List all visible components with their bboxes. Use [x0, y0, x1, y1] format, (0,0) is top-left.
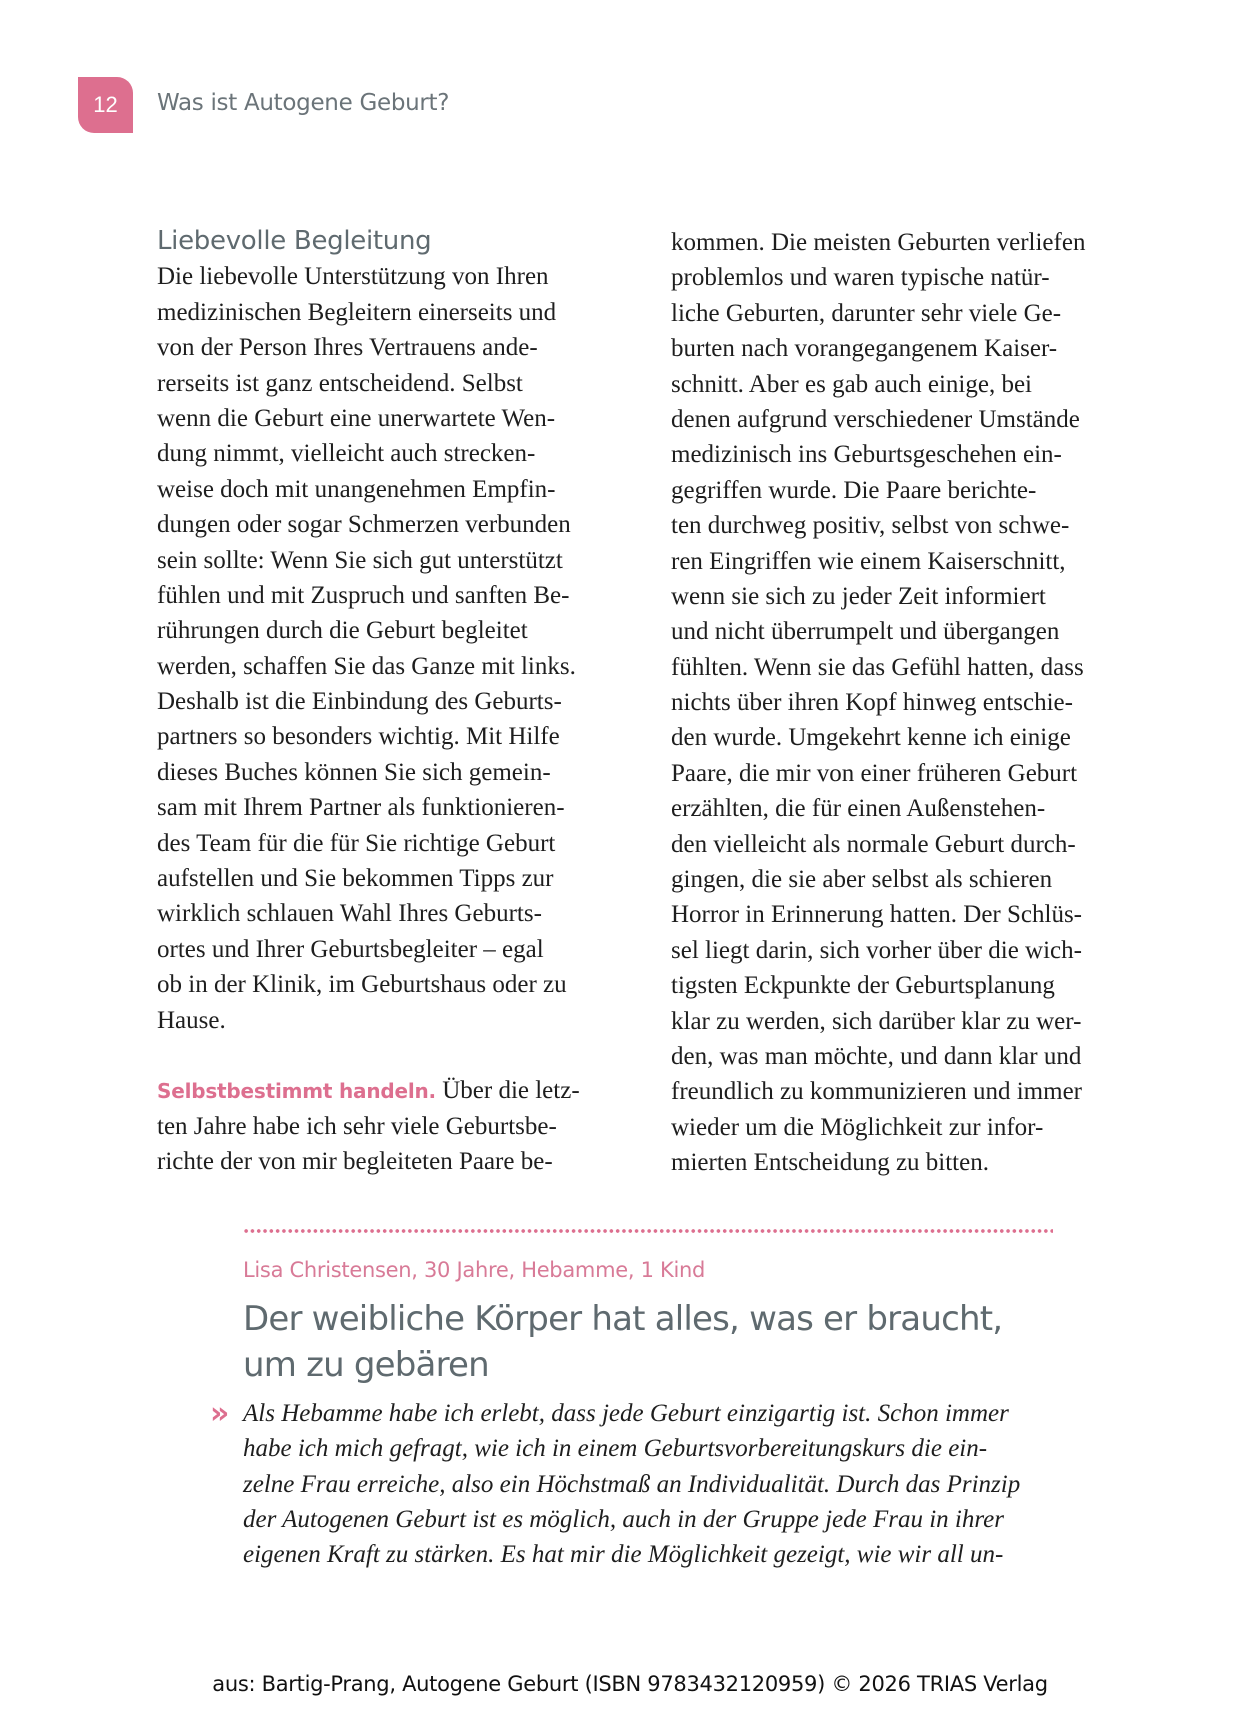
testimonial-author: Lisa Christensen, 30 Jahre, Hebamme, 1 Kind: [243, 1258, 706, 1282]
text-line: werden, schaffen Sie das Ganze mit links.: [157, 652, 576, 680]
text-line: des Team für die für Sie richtige Geburt: [157, 829, 556, 857]
text-line: habe ich mich gefragt, wie ich in einem Geburtsvorbereitungskurs die ein-: [243, 1435, 988, 1463]
text-line: gegriffen wurde. Die Paare berichte-: [671, 476, 1037, 504]
text-line: fühlen und mit Zuspruch und sanften Be-: [157, 581, 570, 609]
text-line: ren Eingriffen wie einem Kaiserschnitt,: [671, 547, 1066, 575]
page-number-badge: [78, 77, 133, 133]
text-line: kommen. Die meisten Geburten verliefen: [671, 229, 1086, 256]
text-line: richte der von mir begleiteten Paare be-: [157, 1148, 553, 1176]
text-line: eigenen Kraft zu stärken. Es hat mir die Möglichkeit gezeigt, wie wir all un-: [243, 1541, 1004, 1569]
text-line: ten durchweg positiv, selbst von schwe-: [671, 512, 1070, 540]
dotted-divider: [243, 1229, 1053, 1233]
text-line: den vielleicht als normale Geburt durch-: [671, 830, 1076, 858]
text-line: wirklich schlauen Wahl Ihres Geburts-: [157, 900, 542, 928]
heading-line: Der weibliche Körper hat alles, was er braucht,: [243, 1299, 1003, 1339]
heading-line: um zu gebären: [243, 1345, 489, 1385]
text-line: rerseits ist ganz entscheidend. Selbst: [157, 369, 523, 397]
text-line: tigsten Eckpunkte der Geburtsplanung: [671, 972, 1055, 1000]
text-line: dungen oder sogar Schmerzen verbunden: [157, 511, 571, 539]
text-line: erzählten, die für einen Außenstehen-: [671, 795, 1046, 823]
text-line: zelne Frau erreiche, also ein Höchstmaß an Individualität. Durch das Prinzip: [243, 1470, 1021, 1498]
text-line: Als Hebamme habe ich erlebt, dass jede Geburt einzigartig ist. Schon immer: [243, 1400, 1009, 1427]
text-line: Hause.: [157, 1006, 226, 1034]
right-column: [671, 225, 1151, 1181]
text-line: den wurde. Umgekehrt kenne ich einige: [671, 724, 1071, 752]
text-line: partners so besonders wichtig. Mit Hilfe: [157, 723, 560, 751]
paragraph-lead-line: [157, 1073, 637, 1108]
page-number: 12: [93, 92, 118, 117]
footer-citation: aus: Bartig-Prang, Autogene Geburt (ISBN 9783432120959) © 2026 TRIAS Verlag: [212, 1672, 1048, 1696]
testimonial-heading: [243, 1296, 1002, 1388]
text-line: medizinisch ins Geburtsgeschehen ein-: [671, 441, 1062, 469]
text-line: mierten Entscheidung zu bitten.: [671, 1149, 989, 1177]
text-line: ten Jahre habe ich sehr viele Geburtsbe-: [157, 1112, 557, 1140]
text-line: sam mit Ihrem Partner als funktionieren-: [157, 794, 565, 822]
text-line: Die liebevolle Unterstützung von Ihren: [157, 263, 549, 291]
text-line: sel liegt darin, sich vorher über die wich-: [671, 936, 1082, 964]
text-line: ortes und Ihrer Geburtsbegleiter – egal: [157, 935, 544, 963]
text-line: weise doch mit unangenehmen Empfin-: [157, 475, 556, 503]
text-line: medizinischen Begleitern einerseits und: [157, 298, 557, 326]
right-paragraph: [671, 225, 1151, 1181]
text-line: wenn sie sich zu jeder Zeit informiert: [671, 582, 1046, 610]
section-heading: Liebevolle Begleitung: [157, 226, 432, 256]
text-line: rührungen durch die Geburt begleitet: [157, 617, 528, 645]
text-line: burten nach vorangegangenem Kaiser-: [671, 335, 1058, 363]
left-paragraph: [157, 259, 637, 1038]
text-line: der Autogenen Geburt ist es möglich, auch in der Gruppe jede Frau in ihrer: [243, 1505, 1004, 1533]
text-line: Horror in Erinnerung hatten. Der Schlüs-: [671, 901, 1082, 929]
text-line: ob in der Klinik, im Geburtshaus oder zu: [157, 971, 567, 999]
quote-mark-icon: »: [210, 1396, 224, 1431]
text-line: wieder um die Möglichkeit zur infor-: [671, 1113, 1044, 1141]
text-line: liche Geburten, darunter sehr viele Ge-: [671, 299, 1062, 327]
text-line: dung nimmt, vielleicht auch strecken-: [157, 440, 536, 468]
text-line: Über die letz-: [435, 1077, 580, 1105]
text-line: von der Person Ihres Vertrauens ande-: [157, 334, 538, 362]
testimonial-quote: [243, 1396, 1020, 1572]
text-line: schnitt. Aber es gab auch einige, bei: [671, 370, 1032, 398]
text-line: wenn die Geburt eine unerwartete Wen-: [157, 404, 556, 432]
text-line: den, was man möchte, und dann klar und: [671, 1042, 1082, 1070]
text-line: klar zu werden, sich darüber klar zu wer-: [671, 1007, 1082, 1035]
paragraph-lead: Selbstbestimmt handeln.: [157, 1079, 436, 1104]
text-line: Deshalb ist die Einbindung des Geburts-: [157, 688, 562, 716]
left-column: [157, 224, 637, 1180]
text-line: dieses Buches können Sie sich gemein-: [157, 758, 551, 786]
text-line: sein sollte: Wenn Sie sich gut unterstützt: [157, 546, 563, 574]
text-line: fühlten. Wenn sie das Gefühl hatten, dass: [671, 653, 1084, 681]
text-line: gingen, die sie aber selbst als schieren: [671, 866, 1053, 894]
text-line: freundlich zu kommunizieren und immer: [671, 1078, 1082, 1106]
left-paragraph-2: [157, 1109, 637, 1180]
text-line: problemlos und waren typische natür-: [671, 264, 1050, 292]
running-title: Was ist Autogene Geburt?: [157, 90, 450, 116]
text-line: denen aufgrund verschiedener Umstände: [671, 405, 1080, 433]
text-line: nichts über ihren Kopf hinweg entschie-: [671, 689, 1073, 717]
text-line: Paare, die mir von einer früheren Geburt: [671, 759, 1078, 787]
text-line: aufstellen und Sie bekommen Tipps zur: [157, 865, 554, 893]
text-line: und nicht überrumpelt und übergangen: [671, 618, 1060, 646]
